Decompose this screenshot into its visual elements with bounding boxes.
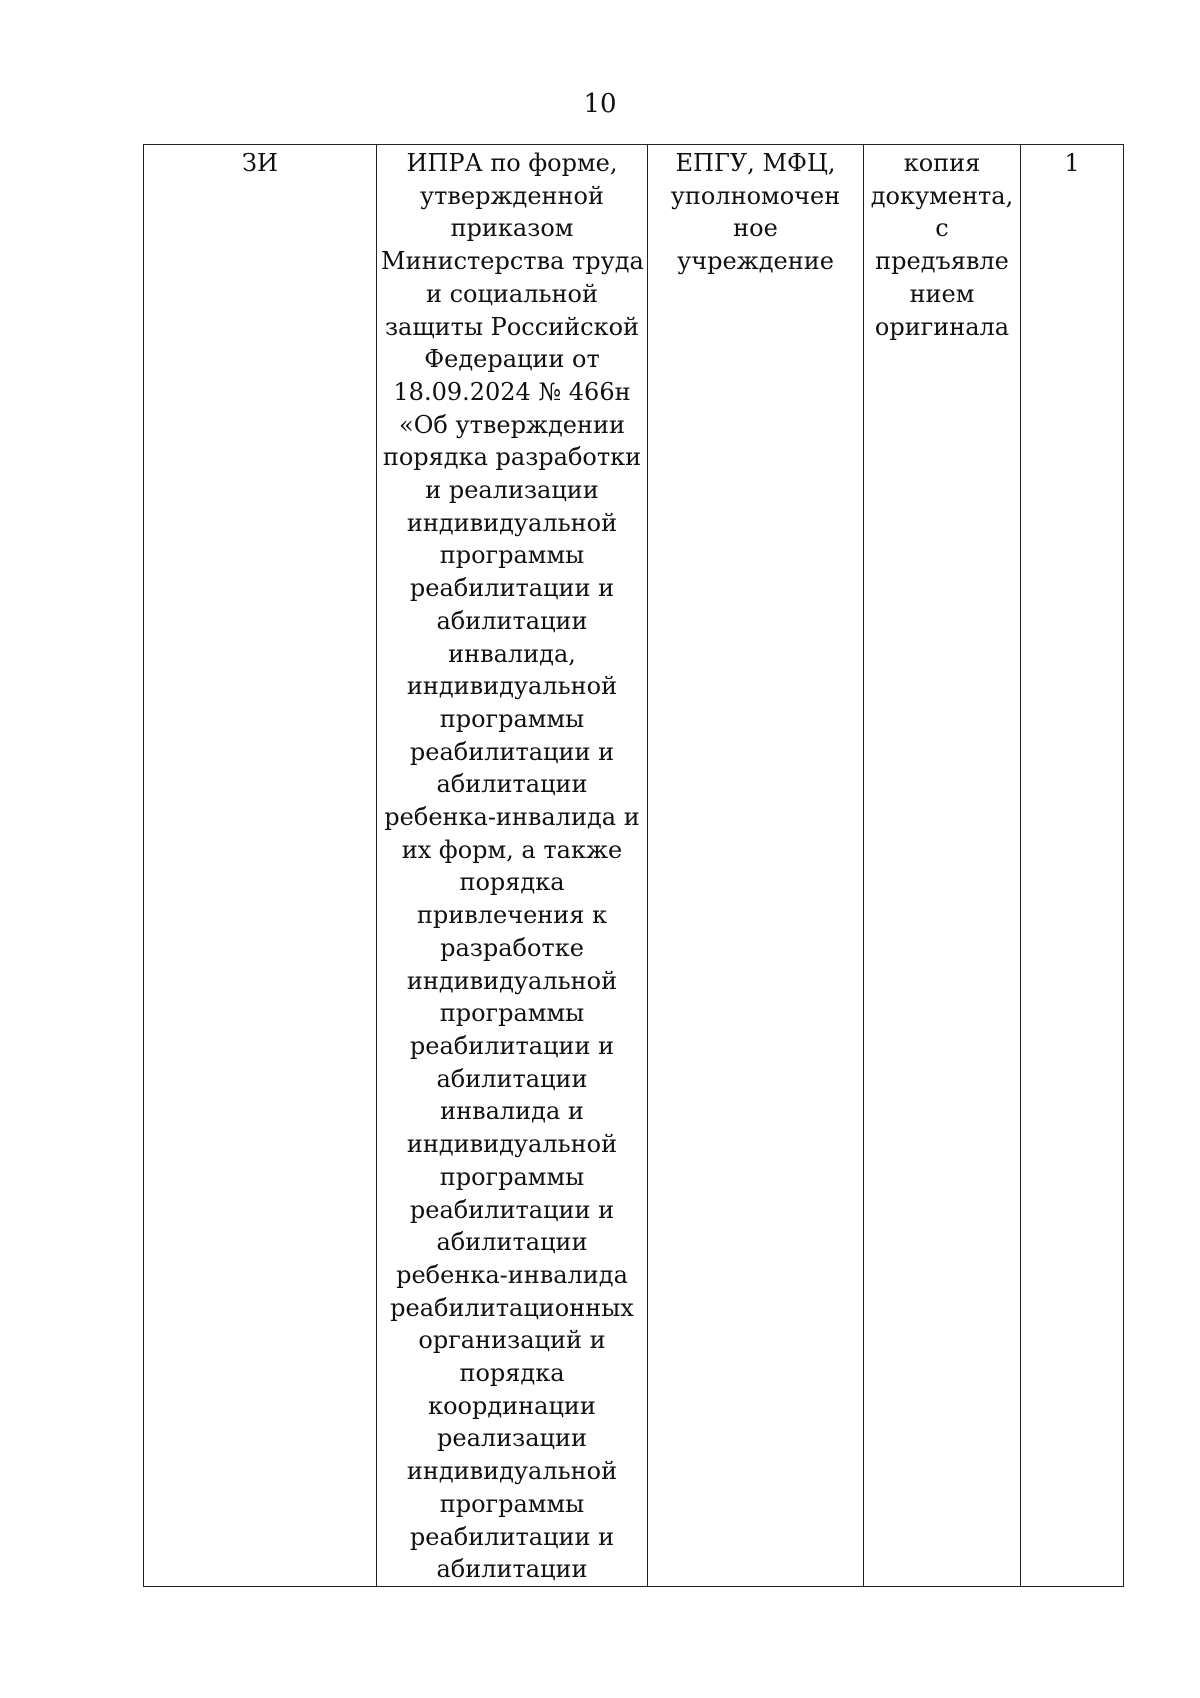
text-line: индивидуальной — [406, 966, 618, 995]
text-line: абилитации — [436, 1555, 588, 1584]
text-line: координации — [428, 1391, 596, 1420]
form-text — [868, 147, 1016, 343]
text-line: ребенка-инвалида и — [384, 803, 640, 832]
text-line: привлечения к — [416, 901, 608, 930]
text-line: нием — [909, 279, 975, 308]
text-line: порядка — [459, 1359, 565, 1388]
text-line: индивидуальной — [406, 508, 618, 537]
text-line: разработке — [440, 933, 584, 962]
code-text: ЗИ — [242, 149, 278, 177]
text-line: их форм, а также — [401, 835, 623, 864]
text-line: реабилитационных — [390, 1293, 634, 1322]
text-line: программы — [439, 1162, 585, 1191]
text-line: уполномочен — [670, 181, 841, 210]
text-line: индивидуальной — [406, 1457, 618, 1486]
text-line: индивидуальной — [406, 672, 618, 701]
document-description-cell — [377, 145, 648, 1587]
text-line: Федерации от — [424, 345, 600, 374]
text-line: программы — [439, 704, 585, 733]
text-line: с — [935, 214, 949, 243]
text-line: реализации — [437, 1424, 587, 1453]
text-line: реабилитации и — [409, 1031, 615, 1060]
source-cell — [648, 145, 864, 1587]
text-line: утвержденной — [420, 181, 604, 210]
table-row — [144, 145, 1124, 1587]
text-line: реабилитации и — [409, 1522, 615, 1551]
text-line: и социальной — [425, 279, 598, 308]
document-description-text — [381, 147, 643, 1586]
text-line: Министерства труда — [381, 247, 644, 276]
text-line: копия — [903, 149, 981, 177]
text-line: абилитации — [436, 770, 588, 799]
text-line: и реализации — [425, 476, 599, 505]
text-line: порядка разработки — [382, 443, 642, 472]
text-line: инвалида и — [440, 1097, 584, 1126]
text-line: программы — [439, 1489, 585, 1518]
text-line: порядка — [459, 868, 565, 897]
text-line: 18.09.2024 № 466н — [393, 377, 631, 406]
text-line: абилитации — [436, 1064, 588, 1093]
text-line: документа, — [870, 181, 1014, 210]
document-table — [143, 144, 1124, 1587]
text-line: индивидуальной — [406, 1130, 618, 1159]
text-line: реабилитации и — [409, 574, 615, 603]
text-line: организаций и — [418, 1326, 606, 1355]
page-number: 10 — [583, 89, 617, 119]
text-line: «Об утверждении — [399, 410, 625, 439]
text-line: реабилитации и — [409, 737, 615, 766]
quantity-text: 1 — [1064, 149, 1080, 177]
text-line: программы — [439, 541, 585, 570]
text-line: оригинала — [874, 312, 1010, 341]
form-cell — [864, 145, 1021, 1587]
source-text — [652, 147, 859, 278]
text-line: программы — [439, 999, 585, 1028]
text-line: защиты Российской — [384, 312, 640, 341]
code-cell — [144, 145, 377, 1587]
text-line: приказом — [450, 214, 574, 243]
text-line: учреждение — [677, 247, 834, 276]
text-line: ное — [733, 214, 778, 243]
quantity-cell — [1021, 145, 1124, 1587]
text-line: реабилитации и — [409, 1195, 615, 1224]
text-line: инвалида, — [448, 639, 576, 668]
text-line: ЕПГУ, МФЦ, — [675, 149, 836, 177]
text-line: абилитации — [436, 606, 588, 635]
text-line: предъявле — [875, 247, 1009, 276]
text-line: ИПРА по форме, — [406, 149, 618, 177]
text-line: абилитации — [436, 1228, 588, 1257]
text-line: ребенка-инвалида — [396, 1260, 628, 1289]
